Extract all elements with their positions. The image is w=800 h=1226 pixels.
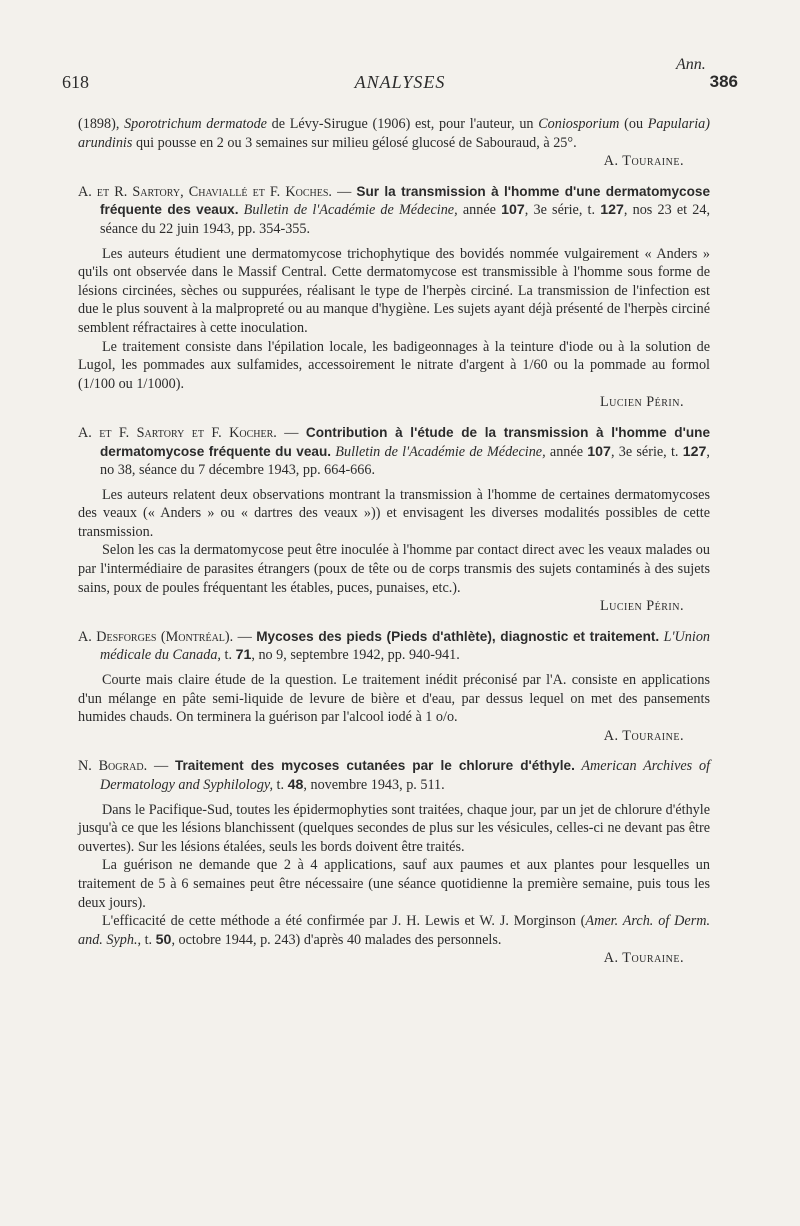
running-title: ANALYSES — [354, 72, 446, 92]
text-run: (1898), — [78, 116, 125, 132]
review-heading — [78, 424, 710, 480]
volume-number: 71 — [235, 647, 252, 664]
text-run: , 3e série, t. — [524, 202, 601, 219]
text-run: année — [545, 443, 588, 460]
year-number: 107 — [587, 443, 611, 460]
dash: — — [331, 183, 357, 200]
text-run: année — [457, 202, 502, 219]
signature: A. Touraine. — [603, 727, 684, 744]
year-number: 107 — [501, 202, 525, 219]
journal-name: L'Union médicale du Canada, — [100, 628, 711, 664]
text-run: de Lévy-Sirugue (1906) est, pour l'auteur, un — [266, 116, 539, 132]
review-paragraph: Courte mais claire étude de la question. Le traitement inédit préconisé par l'A. consiste en applications d'un mélange en pâte semi-liquide de levure de bière et d'eau, par dessus lequel on met des pansements humides chauds. On terminera la guérison par l'alcool iodé à 1 o/o. — [78, 672, 710, 726]
text-run: qui pousse en 2 ou 3 semaines sur milieu gélosé glucosé de Sabouraud, à 25°. — [132, 134, 577, 151]
review-heading — [78, 628, 710, 665]
review-authors: N. Bograd. — [78, 758, 148, 775]
review-authors: A. et R. Sartory, Chaviallé et F. Koches. — [78, 183, 332, 200]
review-heading — [78, 757, 710, 794]
text-run: , novembre 1943, p. 511. — [303, 777, 445, 793]
species-name: Papularia) arundinis — [78, 116, 710, 151]
volume-number: 127 — [600, 202, 624, 219]
journal-name: Amer. Arch. of Derm. and. Syph. — [78, 913, 711, 948]
review-title: Contribution à l'étude de la transmission à l'homme d'une dermatomycose fréquente du veau. — [100, 424, 710, 459]
signature: Lucien Périn. — [599, 598, 684, 615]
review-authors: A. Desforges (Montréal). — [78, 628, 234, 645]
continuation-paragraph — [78, 115, 710, 152]
signature: A. Touraine. — [603, 950, 684, 967]
volume-number: 127 — [682, 443, 707, 460]
species-name: Sporotrichum dermatode — [124, 116, 267, 132]
text-run: L'efficacité de cette méthode a été confirmée par J. H. Lewis et W. J. Morginson ( — [102, 913, 586, 930]
page-body — [78, 115, 710, 968]
review-paragraph: Selon les cas la dermatomycose peut être inoculée à l'homme par contact direct avec les veaux malades ou par l'intermédiaire de parasites étrangers (poux de tête ou de corps transmis des sujets contaminés à des sujets sains, poux de poules fréquentant les étables, puces, punaises, etc.). — [78, 542, 710, 596]
text-run: t. — [220, 647, 236, 664]
review-paragraph: Les auteurs relatent deux observations montrant la transmission à l'homme de certaines dermatomycoses des veaux (« Anders » ou « dartres des veaux »)) et envisagent les diverses modalités possibles de cette transmission. — [78, 486, 710, 540]
text-run: (ou — [619, 116, 648, 132]
review-paragraph: La guérison ne demande que 2 à 4 applications, sauf aux paumes et aux plantes pour lesquelles un traitement de 5 à 6 semaines peut être nécessaire (une séance quotidienne la première semaine, puis tous les deux jours). — [78, 857, 710, 911]
text-run: , nos 23 et 24, séance du 22 juin 1943, pp. 354-355. — [100, 202, 710, 237]
spacer — [78, 171, 710, 183]
page-number: 618 — [62, 72, 89, 92]
text-run: , t. — [137, 931, 156, 948]
text-run: , no 38, séance du 7 décembre 1943, pp. 664-666. — [100, 443, 710, 479]
journal-name: Bulletin de l'Académie de Médecine, — [238, 202, 458, 219]
spacer — [78, 616, 710, 628]
review-paragraph: Le traitement consiste dans l'épilation locale, les badigeonnages à la teinture d'iode ou à la solution de Lugol, les pommades aux sulfamides, accessoirement le nitrate d'argent à 1/60 ou la pommade au formol (1/100 ou 1/1000). — [78, 338, 710, 392]
text-run: t. — [273, 777, 288, 793]
journal-name: Bulletin de l'Académie de Médecine, — [331, 443, 546, 460]
text-run: , 3e série, t. — [610, 443, 683, 460]
species-name: Coniosporium — [538, 116, 620, 132]
review-paragraph: Les auteurs étudient une dermatomycose trichophytique des bovidés nommée vulgairement « Anders » qu'ils ont observée dans le Massif Central. Cette dermatomycose est transmissible à l'homme sous forme de lésions circinées, sèches ou suppurées, réalisant le type de l'herpès circiné. La transmission de l'infection est due le plus souvent à la malpropreté ou au manque d'hygiène. Les sujets ayant déjà présenté de l'herpès circiné semblent réfractaires à cette inoculation. — [78, 245, 710, 336]
review-title: Traitement des mycoses cutanées par le chlorure d'éthyle. — [174, 758, 575, 774]
handwritten-annotation: Ann. — [676, 56, 706, 73]
review-paragraph: Dans le Pacifique-Sud, toutes les épidermophyties sont traitées, chaque jour, par un jet de chlorure d'éthyle jusqu'à ce que les lésions blanchissent (quelques secondes de plus sur les vésicules, celles-ci ne devant pas être ouvertes). Sur les lésions étalées, seuls les bords doivent être traités. — [78, 801, 710, 855]
spacer — [78, 412, 710, 424]
volume-number: 48 — [287, 777, 304, 793]
text-run: , no 9, septembre 1942, pp. 940-941. — [251, 647, 460, 664]
dash: — — [233, 628, 257, 645]
running-header — [62, 72, 738, 94]
dash: — — [276, 424, 306, 441]
review-authors: A. et F. Sartory et F. Kocher. — [78, 424, 277, 441]
spacer — [78, 745, 710, 757]
folio-stamp: 386 — [709, 72, 738, 91]
text-run: , octobre 1944, p. 243) d'après 40 malades des personnels. — [171, 931, 502, 948]
volume-number: 50 — [155, 931, 172, 948]
review-title: Sur la transmission à l'homme d'une dermatomycose fréquente des veaux. — [100, 183, 711, 218]
signature: Lucien Périn. — [599, 394, 684, 411]
signature: A. Touraine. — [603, 153, 684, 170]
review-title: Mycoses des pieds (Pieds d'athlète), diagnostic et traitement. — [256, 628, 660, 644]
journal-name: American Archives of Dermatology and Syphilology, — [100, 758, 711, 793]
review-heading — [78, 183, 710, 239]
dash: — — [147, 758, 175, 775]
review-paragraph — [78, 912, 710, 949]
